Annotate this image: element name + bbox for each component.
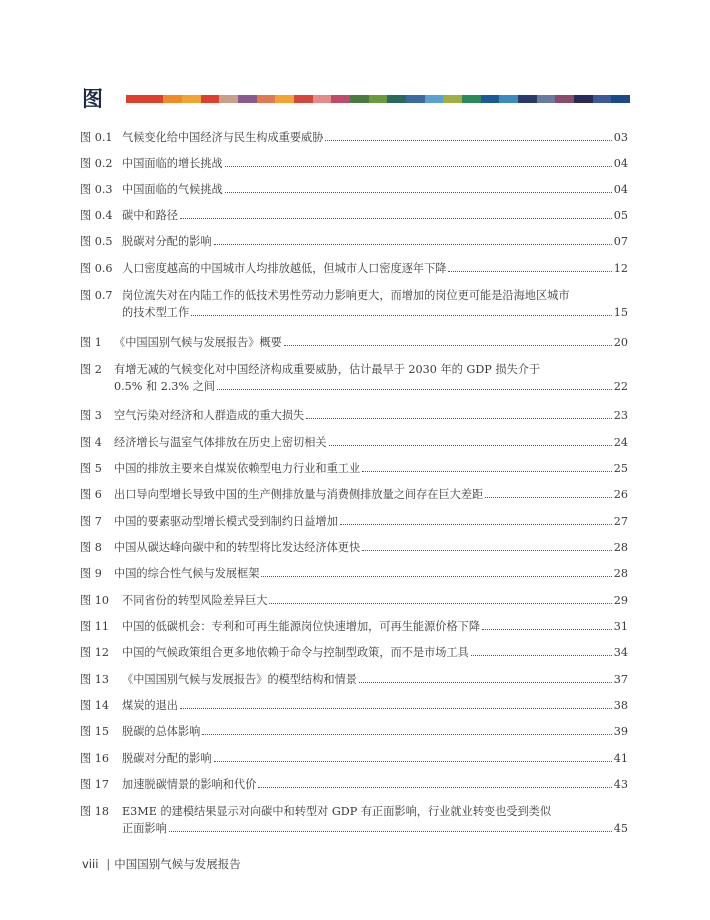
figure-number: 图 0.4 xyxy=(80,209,113,222)
color-bar-segment xyxy=(481,95,500,103)
dot-leader xyxy=(217,389,612,390)
figure-entry[interactable] xyxy=(80,460,628,477)
footer-page-number: viii xyxy=(82,857,99,871)
figure-number: 图 9 xyxy=(80,567,102,580)
color-bar-segment xyxy=(406,95,425,103)
figure-title: 中国从碳达峰向碳中和的转型将比发达经济体更快 xyxy=(114,541,361,554)
figure-entry[interactable] xyxy=(80,233,628,250)
figure-number: 图 16 xyxy=(80,752,109,765)
page-number: 07 xyxy=(613,235,628,248)
figure-title-line: 岗位流失对在内陆工作的低技术男性劳动力影响更大，而增加的岗位更可能是沿海地区城市 xyxy=(122,289,570,302)
color-bar-segment xyxy=(499,95,518,103)
figure-title: 中国的排放主要来自煤炭依赖型电力行业和重工业 xyxy=(114,462,361,475)
dot-leader xyxy=(329,445,612,446)
figure-number: 图 17 xyxy=(80,778,109,791)
figure-title-line: E3ME 的建模结果显示对向碳中和转型对 GDP 有正面影响，行业就业转变也受到类似 xyxy=(122,805,552,818)
page-number: 41 xyxy=(613,752,628,765)
dot-leader xyxy=(225,192,612,193)
dot-leader xyxy=(261,576,611,577)
figure-number: 图 5 xyxy=(80,462,102,475)
figure-title: 《中国国别气候与发展报告》的模型结构和情景 xyxy=(122,673,357,686)
dot-leader xyxy=(214,761,612,762)
figure-number: 图 11 xyxy=(80,620,109,633)
figure-title: 气候变化给中国经济与民生构成重要威胁 xyxy=(122,131,324,144)
page-number: 37 xyxy=(613,673,628,686)
figure-number: 图 7 xyxy=(80,515,102,528)
figure-number: 图 10 xyxy=(80,594,109,607)
figure-title: 脱碳对分配的影响 xyxy=(122,235,212,248)
dot-leader xyxy=(191,315,612,316)
page-number: 20 xyxy=(613,336,628,349)
figure-entry[interactable] xyxy=(80,803,628,837)
dot-leader xyxy=(325,140,611,141)
page-number: 26 xyxy=(613,488,628,501)
figure-number: 图 12 xyxy=(80,646,109,659)
figure-title: 出口导向型增长导致中国的生产侧排放量与消费侧排放量之间存在巨大差距 xyxy=(114,488,484,501)
color-bar-segment xyxy=(425,95,444,103)
color-bar-segment xyxy=(238,95,257,103)
footer-separator: | xyxy=(106,857,111,871)
figure-title: 中国面临的气候挑战 xyxy=(122,183,223,196)
figure-entry[interactable] xyxy=(80,207,628,224)
color-bar-segment xyxy=(611,95,630,103)
figure-title: 碳中和路径 xyxy=(122,209,178,222)
figure-entry[interactable] xyxy=(80,129,628,146)
color-bar-segment xyxy=(201,95,220,103)
figure-entry[interactable] xyxy=(80,671,628,688)
dot-leader xyxy=(180,218,612,219)
color-bar-segment xyxy=(331,95,350,103)
page-number: 28 xyxy=(613,541,628,554)
figure-title: 《中国国别气候与发展报告》概要 xyxy=(114,336,282,349)
figure-title: 煤炭的退出 xyxy=(122,699,178,712)
page-number: 39 xyxy=(613,725,628,738)
dot-leader xyxy=(202,734,611,735)
figure-entry[interactable] xyxy=(80,155,628,172)
figure-number: 图 2 xyxy=(80,363,102,376)
figure-title: 脱碳对分配的影响 xyxy=(122,752,212,765)
dot-leader xyxy=(340,524,612,525)
page-number: 23 xyxy=(613,409,628,422)
color-bar-segment xyxy=(555,95,574,103)
figure-title: 脱碳的总体影响 xyxy=(122,725,201,738)
color-bar-segment xyxy=(574,95,593,103)
color-bar-segment xyxy=(182,95,201,103)
figure-entry[interactable] xyxy=(80,565,628,582)
list-of-figures-header xyxy=(82,86,630,112)
page-number: 15 xyxy=(613,306,628,319)
figure-number: 图 0.1 xyxy=(80,131,113,144)
footer-report-title: 中国国别气候与发展报告 xyxy=(114,857,241,871)
figure-entry[interactable] xyxy=(80,361,628,395)
color-bar-segment xyxy=(275,95,294,103)
figure-number: 图 6 xyxy=(80,488,102,501)
figure-entry[interactable] xyxy=(80,750,628,767)
dot-leader xyxy=(180,708,612,709)
dot-leader xyxy=(359,682,612,683)
figure-number: 图 13 xyxy=(80,673,109,686)
figure-entry[interactable] xyxy=(80,592,628,609)
page-number: 28 xyxy=(613,567,628,580)
figure-title: 0.5% 和 2.3% 之间 xyxy=(114,380,216,393)
page-number: 45 xyxy=(613,822,628,835)
color-bar-segment xyxy=(443,95,462,103)
figure-entry[interactable] xyxy=(80,260,628,277)
figure-number: 图 15 xyxy=(80,725,109,738)
decorative-color-bar xyxy=(126,95,630,103)
figure-entry[interactable] xyxy=(80,334,628,351)
page-number: 43 xyxy=(613,778,628,791)
figure-number: 图 0.3 xyxy=(80,183,113,196)
dot-leader xyxy=(284,345,612,346)
figure-number: 图 4 xyxy=(80,436,102,449)
figure-entry[interactable] xyxy=(80,513,628,530)
figure-title: 中国的低碳机会：专利和可再生能源岗位快速增加，可再生能源价格下降 xyxy=(122,620,481,633)
figure-title: 正面影响 xyxy=(122,822,167,835)
figure-number: 图 1 xyxy=(80,336,102,349)
dot-leader xyxy=(169,831,612,832)
figure-entry[interactable] xyxy=(80,644,628,661)
dot-leader xyxy=(471,655,612,656)
page-number: 04 xyxy=(613,183,628,196)
dot-leader xyxy=(269,603,611,604)
figure-title: 的技术型工作 xyxy=(122,306,190,319)
figure-entry[interactable] xyxy=(80,486,628,503)
dot-leader xyxy=(362,550,612,551)
page-number: 27 xyxy=(613,515,628,528)
page-number: 22 xyxy=(613,380,628,393)
page-number: 29 xyxy=(613,594,628,607)
figure-title: 人口密度越高的中国城市人均排放越低，但城市人口密度逐年下降 xyxy=(122,262,447,275)
page-number: 38 xyxy=(613,699,628,712)
figure-number: 图 0.6 xyxy=(80,262,113,275)
figure-title: 空气污染对经济和人群造成的重大损失 xyxy=(114,409,305,422)
figure-entry[interactable] xyxy=(80,287,628,321)
figure-number: 图 18 xyxy=(80,805,109,818)
color-bar-segment xyxy=(462,95,481,103)
page-number: 03 xyxy=(613,131,628,144)
figure-title: 加速脱碳情景的影响和代价 xyxy=(122,778,257,791)
page-number: 34 xyxy=(613,646,628,659)
figure-title: 中国的综合性气候与发展框架 xyxy=(114,567,260,580)
page-number: 24 xyxy=(613,436,628,449)
figure-title: 中国的要素驱动型增长模式受到制约日益增加 xyxy=(114,515,338,528)
figure-number: 图 0.2 xyxy=(80,157,113,170)
color-bar-segment xyxy=(350,95,369,103)
dot-leader xyxy=(306,418,612,419)
color-bar-segment xyxy=(313,95,332,103)
color-bar-segment xyxy=(163,95,182,103)
dot-leader xyxy=(258,787,611,788)
color-bar-segment xyxy=(126,95,145,103)
dot-leader xyxy=(225,166,612,167)
color-bar-segment xyxy=(537,95,556,103)
page-number: 05 xyxy=(613,209,628,222)
dot-leader xyxy=(214,244,612,245)
page-footer xyxy=(82,856,241,872)
figure-number: 图 0.5 xyxy=(80,235,113,248)
figure-entry[interactable] xyxy=(80,434,628,451)
color-bar-segment xyxy=(145,95,164,103)
dot-leader xyxy=(485,497,612,498)
color-bar-segment xyxy=(518,95,537,103)
figure-entry[interactable] xyxy=(80,407,628,424)
figure-entry[interactable] xyxy=(80,539,628,556)
dot-leader xyxy=(448,271,611,272)
color-bar-segment xyxy=(593,95,612,103)
dot-leader xyxy=(482,629,612,630)
figure-number: 图 14 xyxy=(80,699,109,712)
color-bar-segment xyxy=(257,95,276,103)
figure-title: 中国面临的增长挑战 xyxy=(122,157,223,170)
figure-title: 中国的气候政策组合更多地依赖于命令与控制型政策，而不是市场工具 xyxy=(122,646,469,659)
figure-entry[interactable] xyxy=(80,723,628,740)
figure-entry[interactable] xyxy=(80,697,628,714)
page-number: 12 xyxy=(613,262,628,275)
figure-entry[interactable] xyxy=(80,181,628,198)
page-number: 25 xyxy=(613,462,628,475)
figure-number: 图 8 xyxy=(80,541,102,554)
figure-title: 不同省份的转型风险差异巨大 xyxy=(122,594,268,607)
color-bar-segment xyxy=(294,95,313,103)
figure-entry[interactable] xyxy=(80,776,628,793)
figure-number: 图 0.7 xyxy=(80,289,113,302)
color-bar-segment xyxy=(387,95,406,103)
dot-leader xyxy=(362,471,612,472)
page-number: 31 xyxy=(613,620,628,633)
figure-title: 经济增长与温室气体排放在历史上密切相关 xyxy=(114,436,327,449)
color-bar-segment xyxy=(369,95,388,103)
figure-entry[interactable] xyxy=(80,618,628,635)
color-bar-segment xyxy=(219,95,238,103)
section-title: 图 xyxy=(82,87,103,111)
figure-title-line: 有增无减的气候变化对中国经济构成重要威胁，估计最早于 2030 年的 GDP 损失介于 xyxy=(114,363,541,376)
figure-number: 图 3 xyxy=(80,409,102,422)
page-number: 04 xyxy=(613,157,628,170)
